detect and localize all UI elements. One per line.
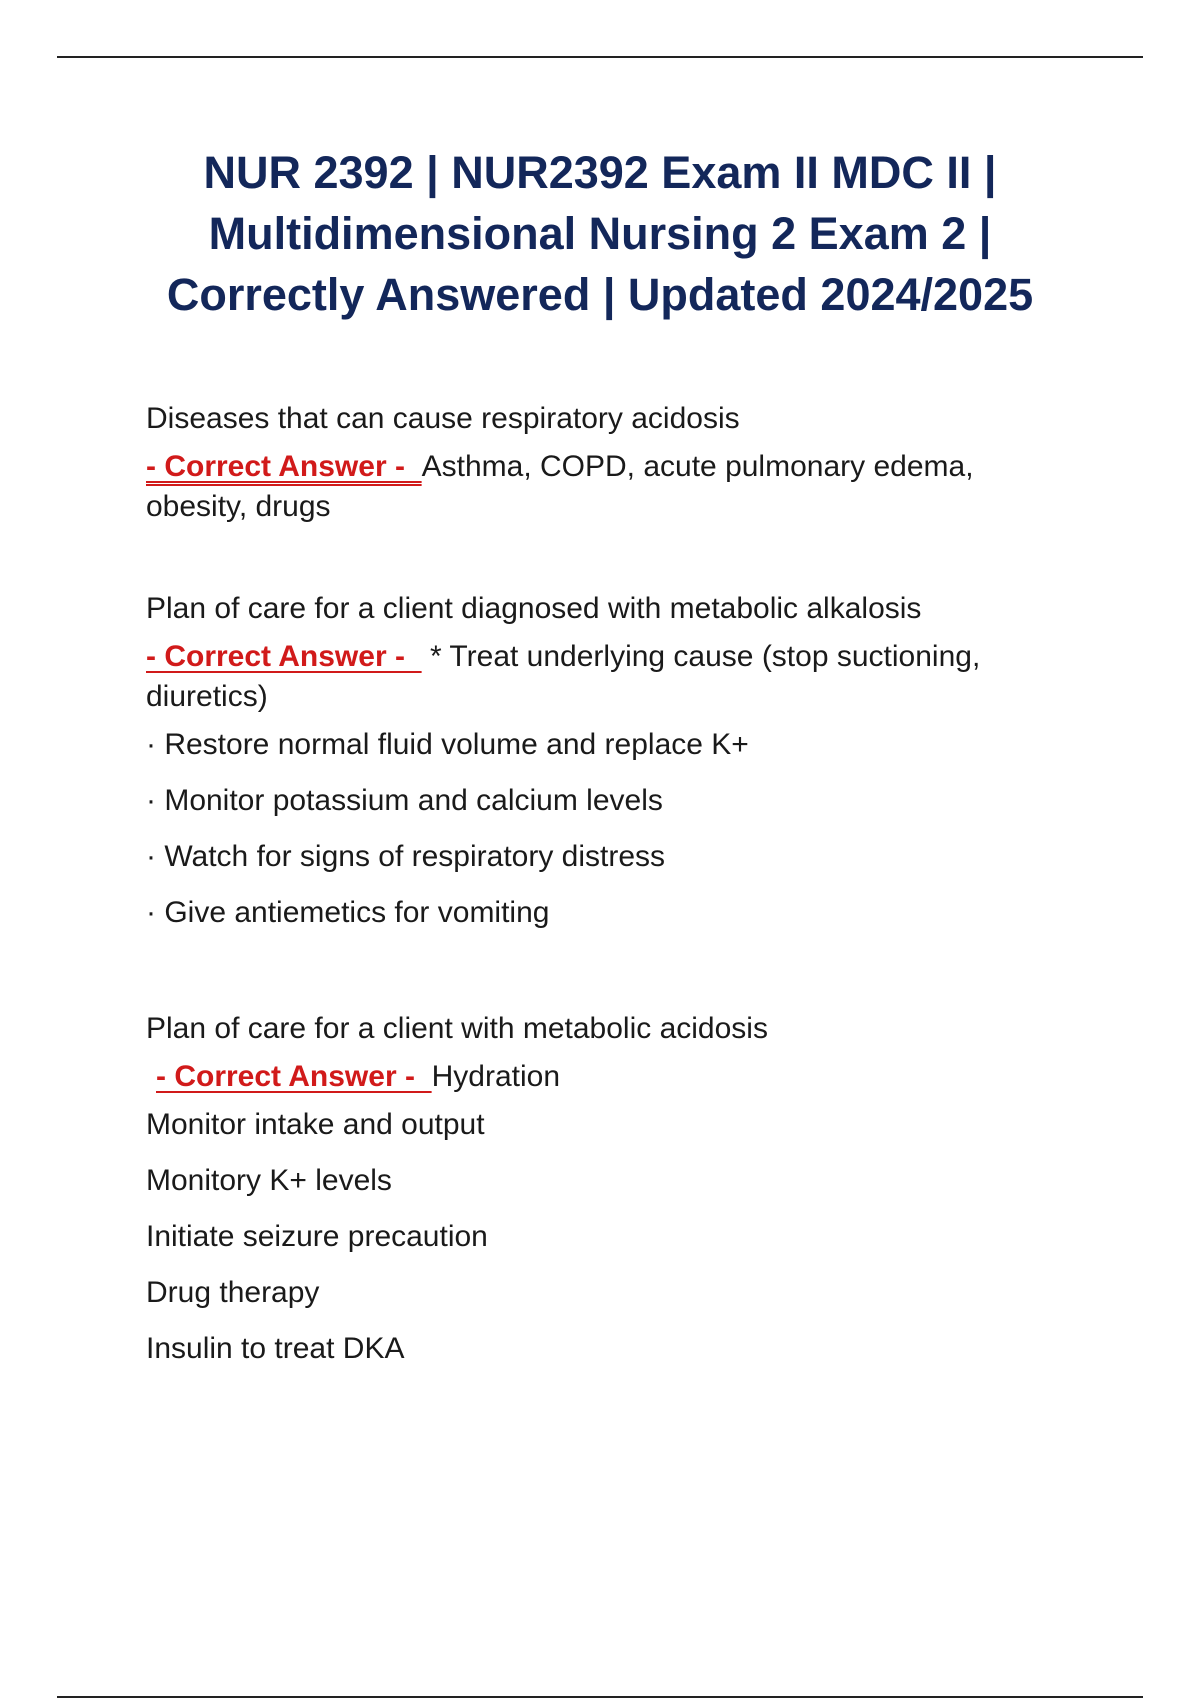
question-text: Plan of care for a client diagnosed with metabolic alkalosis: [146, 592, 922, 625]
answer-line: Drug therapy: [146, 1276, 320, 1309]
bottom-rule: [57, 1696, 1143, 1698]
answer-text: Asthma, COPD, acute pulmonary edema, obesity, drugs: [146, 450, 974, 523]
question-text: Plan of care for a client with metabolic acidosis: [146, 1012, 768, 1045]
document-title: [100, 142, 1100, 325]
correct-answer-label: - Correct Answer -: [156, 1060, 432, 1093]
qa-list: [146, 395, 1080, 1377]
top-rule: [57, 56, 1143, 58]
title-line: NUR 2392 | NUR2392 Exam II MDC II |: [203, 147, 997, 198]
answer-line: · Watch for signs of respiratory distress: [146, 840, 666, 873]
qa-item: [146, 1005, 1080, 1377]
answer: [146, 637, 1080, 717]
qa-item: [146, 395, 1080, 527]
question-text: Diseases that can cause respiratory acidosis: [146, 402, 740, 435]
answer-line: · Monitor potassium and calcium levels: [146, 784, 663, 817]
answer-line: · Restore normal fluid volume and replace K+: [146, 728, 749, 761]
correct-answer-label: - Correct Answer -: [146, 450, 422, 483]
title-line: Correctly Answered | Updated 2024/2025: [166, 269, 1034, 320]
answer-line: · Give antiemetics for vomiting: [146, 896, 550, 929]
answer-line: Insulin to treat DKA: [146, 1332, 405, 1365]
answer: [146, 447, 1080, 527]
correct-answer-label: - Correct Answer -: [146, 640, 422, 673]
answer-line: Monitory K+ levels: [146, 1164, 392, 1197]
title-line: Multidimensional Nursing 2 Exam 2 |: [208, 208, 992, 259]
answer-line: Monitor intake and output: [146, 1108, 485, 1141]
qa-item: [146, 585, 1080, 941]
answer: [146, 1057, 1080, 1097]
answer-line: Initiate seizure precaution: [146, 1220, 488, 1253]
answer-text: Hydration: [431, 1060, 561, 1093]
answer-text: * Treat underlying cause (stop suctioning, diuretics): [146, 640, 981, 713]
